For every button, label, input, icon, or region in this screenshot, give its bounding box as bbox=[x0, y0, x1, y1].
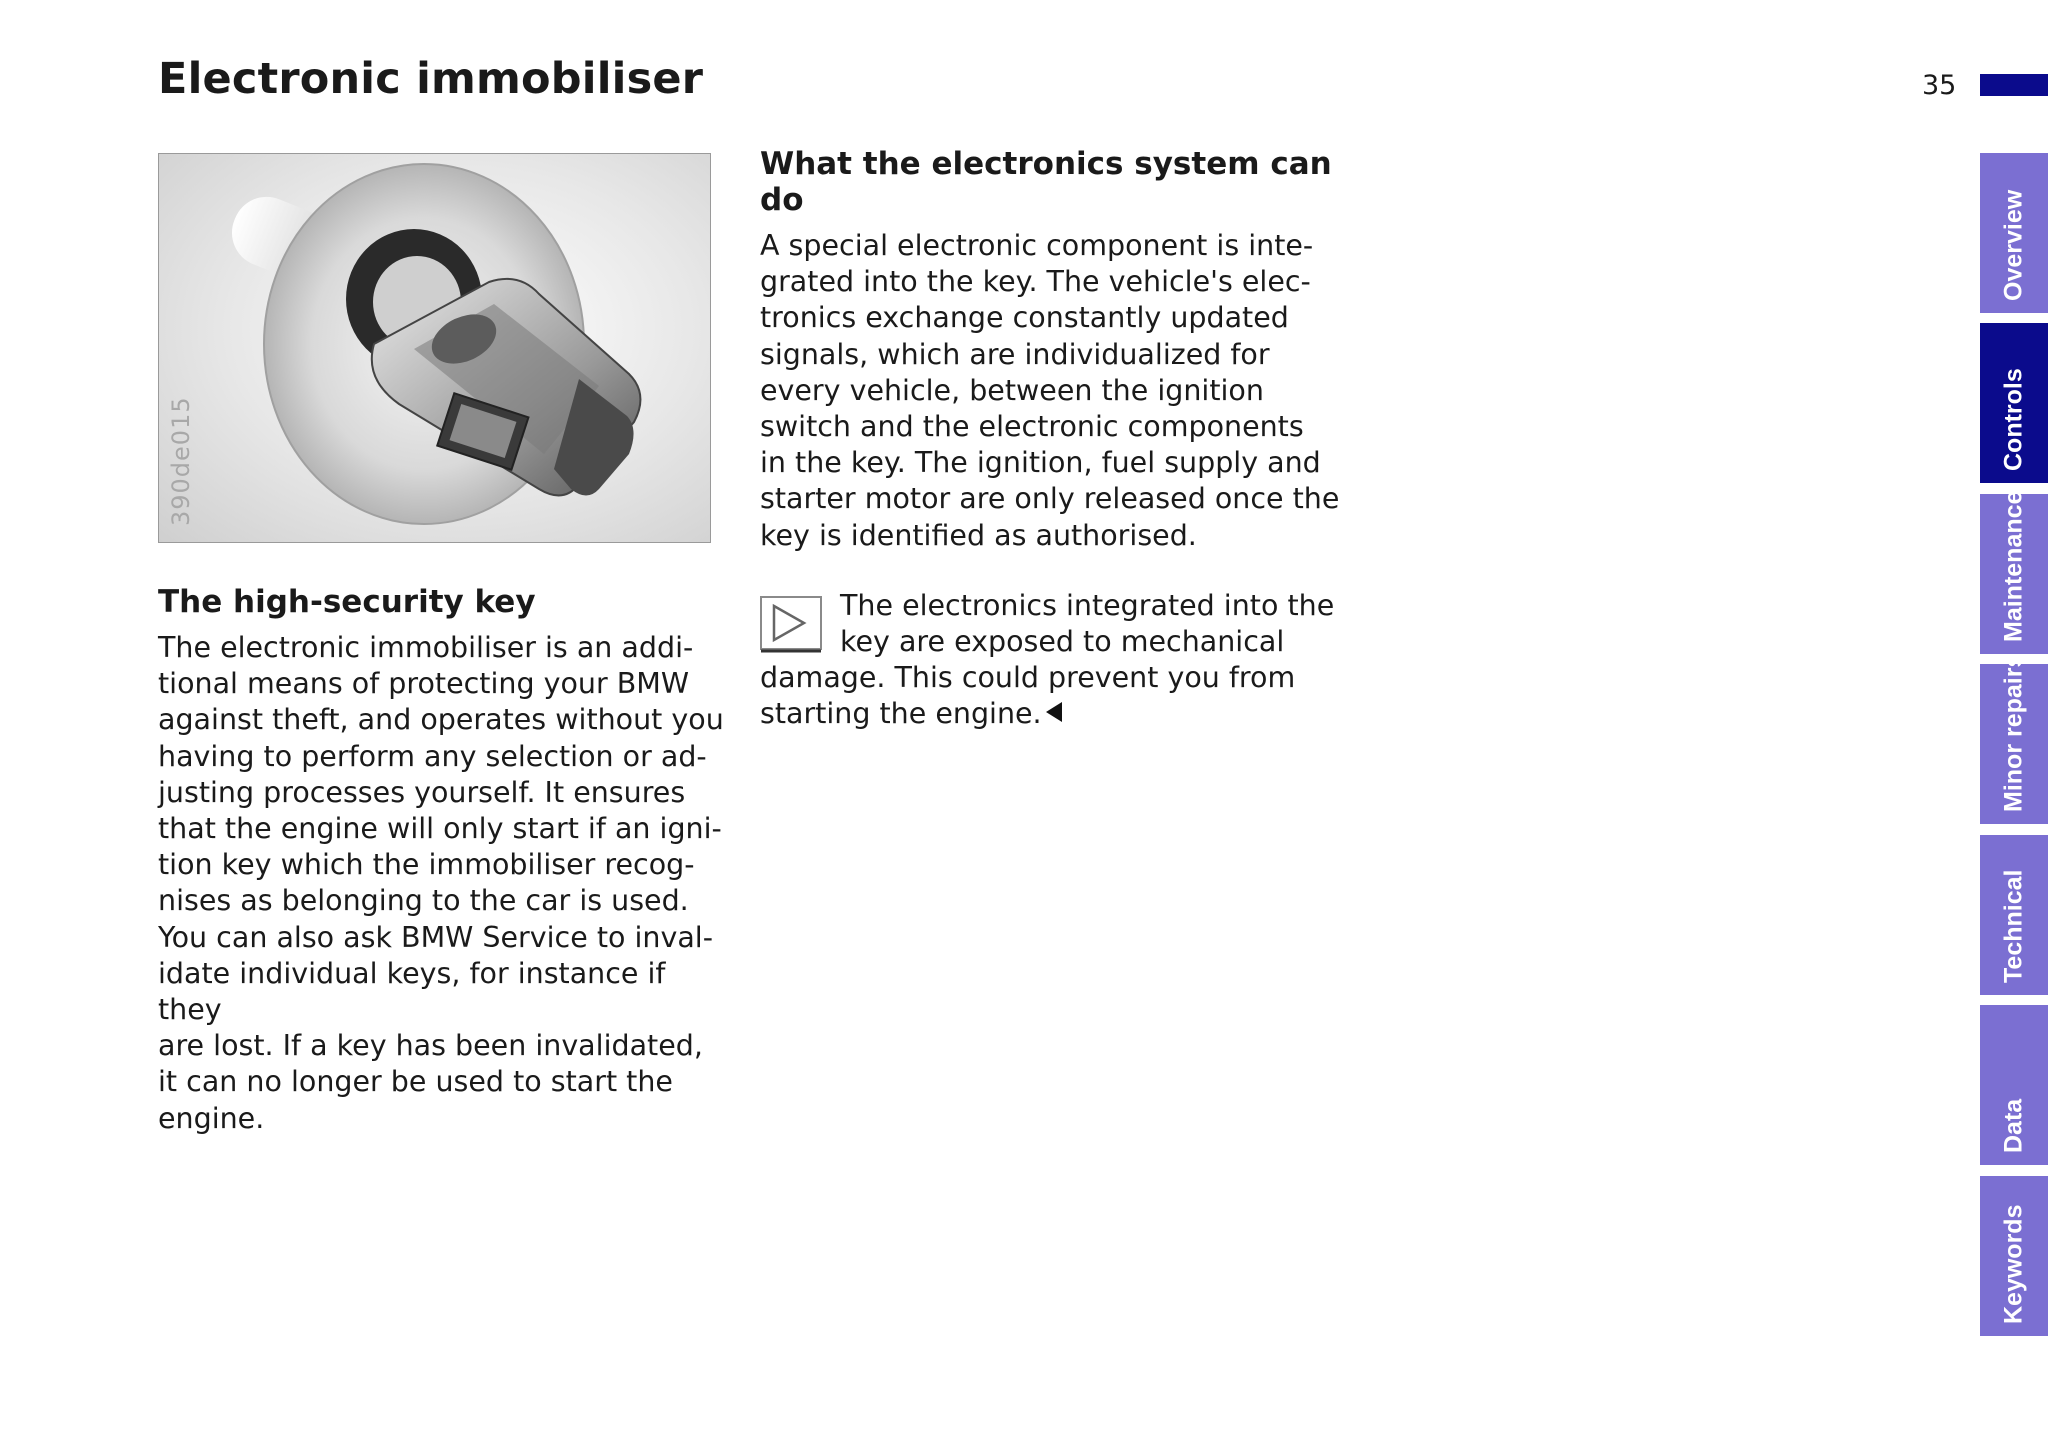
tab-label: Overview bbox=[1999, 189, 2028, 301]
tab-minor-repairs[interactable] bbox=[1980, 653, 2048, 824]
note-text-first: The electronics integrated into the key are exposed to mechanical bbox=[840, 589, 1335, 659]
tab-label: Keywords bbox=[1999, 1204, 2028, 1324]
page-title: Electronic immobiliser bbox=[158, 54, 704, 104]
figure-code: 390de015 bbox=[167, 396, 195, 526]
key-illustration-figure bbox=[158, 153, 711, 543]
tab-overview[interactable] bbox=[1980, 153, 2048, 313]
tab-label: Controls bbox=[1999, 368, 2028, 471]
tab-label: Minor repairs bbox=[1999, 653, 2028, 812]
tab-label: Data bbox=[1999, 1098, 2028, 1153]
heading-electronics-system: What the electronics system can do bbox=[760, 146, 1332, 218]
heading-high-security-key: The high-security key bbox=[158, 584, 536, 620]
tab-controls[interactable] bbox=[1980, 323, 2048, 483]
tab-data[interactable] bbox=[1980, 1005, 2048, 1165]
tab-label: Maintenance bbox=[1999, 490, 2028, 642]
tab-keywords[interactable] bbox=[1980, 1176, 2048, 1336]
note-arrow-icon bbox=[760, 596, 822, 654]
tab-maintenance[interactable] bbox=[1980, 490, 2048, 654]
page-number: 35 bbox=[1922, 70, 1957, 101]
tab-label: Technical bbox=[1999, 869, 2028, 983]
page-marker bbox=[1980, 74, 2048, 96]
paragraph-high-security-key: The electronic immobiliser is an addi- tional means of protecting your BMW against theft, and operates without you having to perform any selection or ad- justing processes yourself. It ensures that the engine will only start if an igni- tion key which the immobiliser recog- nises as belonging to the car is used. You can also ask BMW Service to inval- idate individual keys, for instance if they are lost. If a key has been invalidated, it can no longer be used to start the engine. bbox=[158, 631, 724, 1135]
paragraph-electronics-system: A special electronic component is inte- grated into the key. The vehicle's elec- tronics exchange constantly updated signals, which are individualized for every vehicle, between the ignition switch and the electronic components in the key. The ignition, fuel supply and starter motor are only released once the key is identified as authorised. bbox=[760, 229, 1340, 552]
key-in-ignition-illustration bbox=[159, 154, 711, 543]
note-text-rest-content: damage. This could prevent you from starting the engine. bbox=[760, 661, 1296, 731]
note-text-rest bbox=[760, 660, 1295, 732]
end-marker-icon bbox=[1046, 702, 1062, 722]
tab-technical[interactable] bbox=[1980, 835, 2048, 995]
